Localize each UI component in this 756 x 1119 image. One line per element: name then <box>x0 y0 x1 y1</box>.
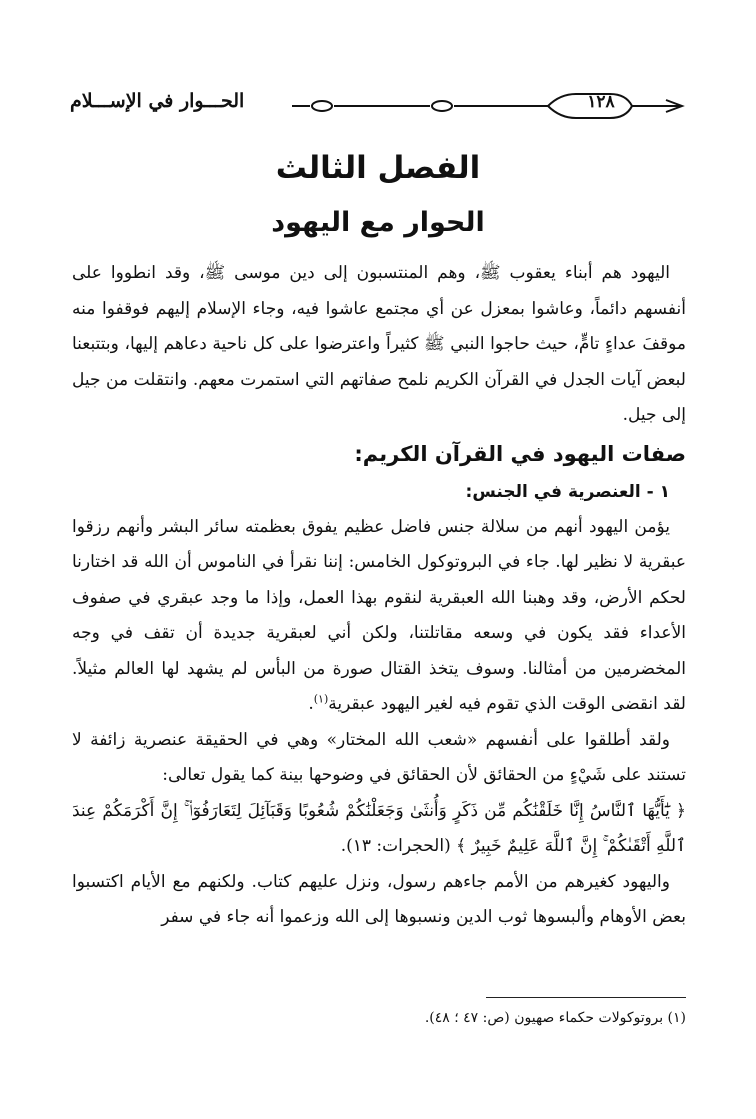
page-number: ١٢٨ <box>587 92 615 112</box>
intro-paragraph: اليهود هم أبناء يعقوب ﷺ، وهم المنتسبون إلى دين موسى ﷺ، وقد انطووا على أنفسهم دائماً، وعاشوا بمعزل عن أي مجتمع عاشوا فيه، وجاء الإسلام إليهم فوقفوا منه موقفَ عداءٍ تامٍّ، حيث حاجوا النبي ﷺ كثيراً واعترضوا على كل ناحية دعاهم إليها، وبتتبعنا لبعض آيات الجدل في القرآن الكريم نلمح صفاتهم التي استمرت معهم. وانتقلت من جيل إلى جيل. <box>72 263 686 425</box>
quran-verse-paragraph <box>72 794 686 865</box>
running-title: الحـــوار في الإســـلام <box>70 90 245 112</box>
body-text <box>72 256 686 936</box>
footnote: (١) بروتوكولات حكماء صهيون (ص: ٤٧ ؛ ٤٨). <box>424 1010 686 1026</box>
racism-end: . <box>308 694 314 714</box>
chapter-title: الفصل الثالث <box>275 150 481 186</box>
chapter-subtitle: الحوار مع اليهود <box>271 207 485 238</box>
racism-text: يؤمن اليهود أنهم من سلالة جنس فاضل عظيم يفوق بعظمته سائر البشر وأنهم رزقوا عبقرية لا نظير لها. جاء في البروتوكول الخامس: إننا نقرأ في الناموس أن الله قد اختارنا لحكم الأرض، وقد وهبنا الله العبقرية لنقوم بهذا العمل، وإذا ما وجد عبقري في صفوف الأعداء فقد يكون في وسعه مقاتلتنا، ولكن أني لعبقرية جديدة أن تقف في وجه المخضرمين من أمثالنا. وسوف يتخذ القتال صورة من البأس لم يشهد لها العالم مثيلاً. لقد انقضى الوقت الذي تقوم فيه لغير اليهود عبقرية <box>72 516 686 714</box>
section-heading: صفات اليهود في القرآن الكريم: <box>354 441 686 466</box>
sub-heading: ١ - العنصرية في الجنس: <box>465 481 670 502</box>
racism-paragraph <box>72 510 686 723</box>
footnote-separator <box>486 997 686 998</box>
quran-verse: ﴿ يَٰٓأَيُّهَا ٱلنَّاسُ إِنَّا خَلَقْنَٰكُم مِّن ذَكَرٍ وَأُنثَىٰ وَجَعَلْنَٰكُمْ شُعُوبًا وَقَبَآئِلَ لِتَعَارَفُوٓا۟ ۚ إِنَّ أَكْرَمَكُمْ عِندَ ٱللَّهِ أَتْقَىٰكُمْ ۚ إِنَّ ٱللَّهَ عَلِيمٌ خَبِيرٌ ﴾ <box>72 800 686 856</box>
chosen-people-paragraph: ولقد أطلقوا على أنفسهم «شعب الله المختار» وهي في الحقيقة عنصرية زائفة لا تستند على شَيْءٍ من الحقائق لأن الحقائق في وضوحها بينة كما يقول تعالى: <box>72 729 686 785</box>
quran-reference: (الحجرات: ١٣). <box>340 836 451 856</box>
footnote-marker: (١) <box>313 692 329 706</box>
running-header <box>70 86 686 126</box>
closing-paragraph: واليهود كغيرهم من الأمم جاءهم رسول، ونزل عليهم كتاب. ولكنهم مع الأيام اكتسبوا بعض الأوهام وألبسوها ثوب الدين ونسبوها إلى الله وزعموا أنه جاء في سفر <box>72 871 686 927</box>
